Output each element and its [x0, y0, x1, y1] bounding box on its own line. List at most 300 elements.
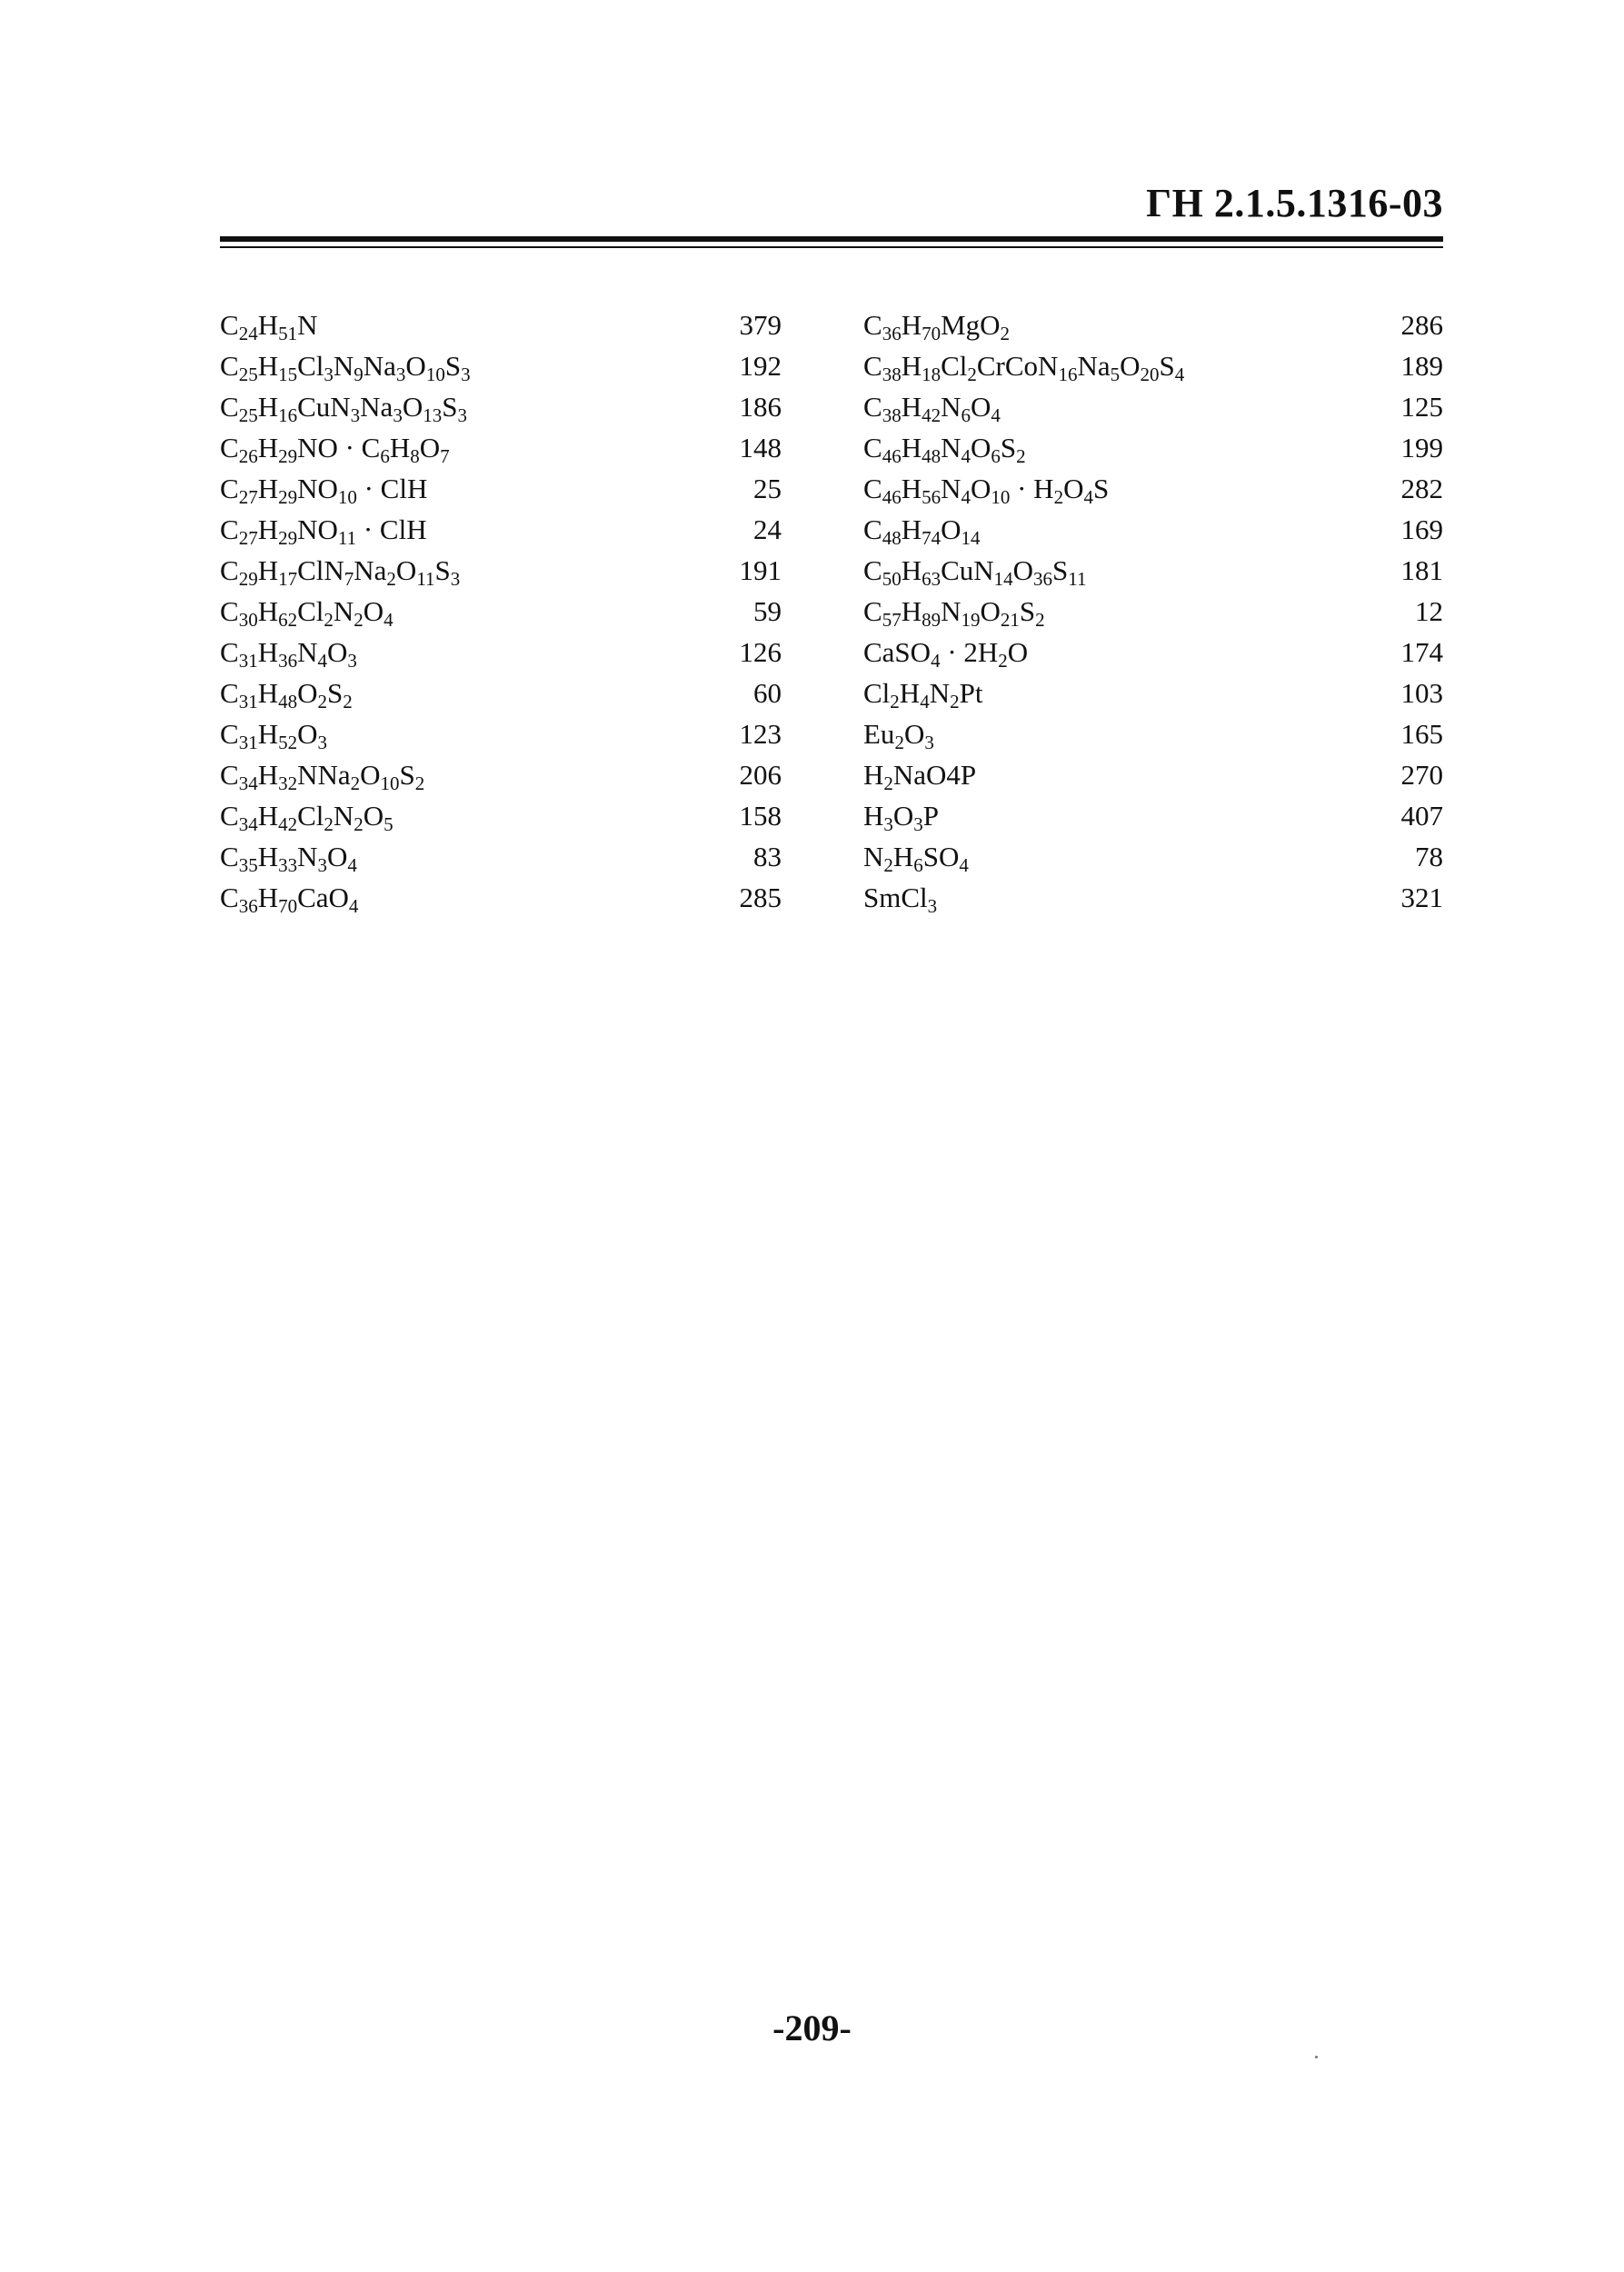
formula-text: N [941, 432, 961, 463]
chemical-formula [863, 345, 1184, 386]
formula-subscript: 11 [416, 568, 435, 590]
document-code: ГН 2.1.5.1316-03 [1146, 181, 1443, 225]
formula-subscript: 51 [278, 323, 298, 344]
formula-subscript: 2 [1053, 486, 1064, 508]
formula-subscript: 4 [348, 895, 359, 917]
formula-text: SO [922, 841, 960, 872]
formula-text: O [980, 595, 1001, 627]
formula-text: N [297, 636, 318, 668]
formula-subscript: 4 [384, 609, 394, 631]
formula-subscript: 26 [238, 445, 258, 467]
formula-subscript: 3 [350, 404, 361, 426]
formula-text: N [297, 309, 318, 341]
formula-subscript: 10 [425, 364, 445, 385]
formula-subscript: 4 [317, 650, 327, 672]
formula-text: H [257, 513, 279, 545]
formula-text: O [297, 677, 318, 709]
formula-subscript: 36 [1033, 568, 1053, 590]
page-reference: 286 [1400, 309, 1443, 341]
formula-text: NO [297, 513, 338, 545]
page-reference: 60 [753, 677, 782, 709]
formula-subscript: 7 [344, 568, 354, 590]
formula-text: Na [354, 554, 387, 586]
page-reference: 126 [739, 636, 782, 668]
formula-text: H [901, 554, 922, 586]
formula-subscript: 2 [1035, 609, 1045, 631]
formula-text: S [1159, 350, 1175, 382]
index-row [863, 550, 1443, 591]
formula-subscript: 70 [922, 323, 942, 344]
chemical-formula [220, 304, 317, 345]
formula-subscript: 42 [922, 404, 942, 426]
formula-text: S [399, 759, 415, 791]
index-row [220, 427, 782, 468]
formula-text: S [1019, 595, 1036, 627]
chemical-formula [863, 386, 1001, 427]
index-row [863, 345, 1443, 386]
index-row [863, 754, 1443, 795]
formula-subscript: 17 [278, 568, 298, 590]
formula-subscript: 20 [1140, 364, 1160, 385]
chemical-formula [220, 632, 357, 673]
page-reference: 191 [739, 554, 782, 586]
formula-text: CaO [297, 882, 349, 913]
formula-subscript: 3 [347, 650, 357, 672]
formula-text: C [220, 554, 239, 586]
chemical-formula [863, 509, 980, 550]
chemical-formula [863, 877, 937, 918]
formula-subscript: 3 [924, 732, 934, 753]
formula-text: H [257, 759, 279, 791]
formula-text: C [220, 473, 239, 504]
chemical-formula [220, 713, 327, 754]
formula-text: O [395, 554, 417, 586]
formula-subscript: 31 [238, 691, 258, 712]
chemical-formula [220, 754, 424, 795]
formula-index [220, 304, 1443, 941]
formula-subscript: 56 [922, 486, 942, 508]
left-column [220, 304, 782, 918]
chemical-formula [863, 550, 1087, 591]
formula-subscript: 7 [440, 445, 450, 467]
chemical-formula [220, 591, 394, 632]
formula-subscript: 21 [1000, 609, 1020, 631]
formula-text: H [389, 432, 411, 463]
index-row [220, 754, 782, 795]
formula-subscript: 2 [967, 364, 977, 385]
formula-subscript: 2 [1016, 445, 1026, 467]
formula-text: O [970, 432, 991, 463]
formula-text: N [333, 350, 354, 382]
page-reference: 206 [739, 759, 782, 791]
page-reference: 379 [739, 309, 782, 341]
formula-subscript: 74 [922, 527, 942, 549]
formula-subscript: 2 [883, 854, 893, 876]
chemical-formula [220, 795, 394, 836]
formula-subscript: 2 [890, 691, 900, 712]
formula-text: H [863, 759, 884, 791]
page-reference: 270 [1400, 759, 1443, 791]
formula-text: NO · C [297, 432, 381, 463]
formula-text: N [333, 595, 354, 627]
formula-text: H [257, 800, 279, 832]
formula-subscript: 4 [931, 650, 941, 672]
formula-subscript: 48 [882, 527, 902, 549]
chemical-formula [863, 713, 934, 754]
formula-text: N [333, 800, 354, 832]
formula-subscript: 10 [380, 772, 400, 794]
formula-text: S [326, 677, 344, 709]
formula-text: C [220, 677, 239, 709]
formula-text: Na [363, 350, 396, 382]
formula-text: N [941, 473, 961, 504]
index-row [863, 509, 1443, 550]
formula-subscript: 57 [882, 609, 902, 631]
formula-subscript: 46 [882, 486, 902, 508]
formula-subscript: 4 [347, 854, 357, 876]
formula-text: O [1120, 350, 1141, 382]
formula-text: O [970, 473, 991, 504]
formula-subscript: 2 [894, 732, 904, 753]
formula-subscript: 29 [238, 568, 258, 590]
formula-subscript: 6 [991, 445, 1001, 467]
index-row [220, 345, 782, 386]
formula-subscript: 2 [950, 691, 960, 712]
chemical-formula [220, 468, 427, 509]
formula-text: O [297, 718, 318, 750]
chemical-formula [863, 427, 1026, 468]
formula-subscript: 15 [278, 364, 298, 385]
formula-subscript: 2 [998, 650, 1008, 672]
index-row [863, 468, 1443, 509]
formula-text: H [257, 309, 279, 341]
formula-subscript: 29 [278, 445, 298, 467]
formula-text: C [220, 309, 239, 341]
page-reference: 125 [1400, 391, 1443, 423]
formula-text: H [901, 595, 922, 627]
index-row [863, 877, 1443, 918]
page-reference: 186 [739, 391, 782, 423]
formula-text: H [257, 882, 279, 913]
formula-text: P [922, 800, 940, 832]
formula-subscript: 16 [278, 404, 298, 426]
scan-speck [1315, 2056, 1318, 2058]
formula-text: O [360, 759, 381, 791]
formula-text: H [257, 350, 279, 382]
formula-subscript: 2 [350, 772, 361, 794]
index-row [220, 386, 782, 427]
formula-subscript: 31 [238, 650, 258, 672]
formula-subscript: 5 [384, 813, 394, 835]
formula-text: O [1012, 554, 1034, 586]
formula-subscript: 27 [238, 527, 258, 549]
formula-subscript: 2 [324, 609, 334, 631]
formula-text: C [863, 473, 882, 504]
formula-subscript: 3 [883, 813, 893, 835]
index-row [863, 836, 1443, 877]
index-row [220, 509, 782, 550]
formula-subscript: 11 [1068, 568, 1087, 590]
formula-text: CuN [297, 391, 351, 423]
page-reference: 407 [1400, 800, 1443, 832]
index-row [220, 795, 782, 836]
formula-text: C [220, 432, 239, 463]
formula-text: Na [1077, 350, 1111, 382]
formula-text: · ClH [356, 473, 428, 504]
formula-text: S [442, 391, 458, 423]
index-row [863, 427, 1443, 468]
formula-text: C [220, 882, 239, 913]
index-row [220, 550, 782, 591]
page-reference: 12 [1415, 595, 1443, 627]
formula-text: C [863, 554, 882, 586]
formula-subscript: 3 [450, 568, 461, 590]
formula-subscript: 36 [238, 895, 258, 917]
chemical-formula [863, 304, 1010, 345]
formula-subscript: 3 [393, 404, 403, 426]
index-row [220, 591, 782, 632]
formula-text: H [863, 800, 884, 832]
formula-text: C [863, 513, 882, 545]
formula-text: ClN [297, 554, 344, 586]
page-reference: 192 [739, 350, 782, 382]
page-reference: 199 [1400, 432, 1443, 463]
header-rule-thin [220, 246, 1443, 248]
formula-text: C [863, 391, 882, 423]
chemical-formula [220, 386, 467, 427]
formula-text: · 2H [940, 636, 999, 668]
right-column [863, 304, 1443, 918]
formula-subscript: 62 [278, 609, 298, 631]
formula-text: O [419, 432, 441, 463]
formula-text: Eu [863, 718, 895, 750]
chemical-formula [220, 509, 427, 550]
chemical-formula [220, 427, 450, 468]
formula-text: N [941, 391, 961, 423]
formula-subscript: 31 [238, 732, 258, 753]
index-row [863, 632, 1443, 673]
page-reference: 123 [739, 718, 782, 750]
formula-subscript: 2 [324, 813, 334, 835]
formula-text: S [1092, 473, 1110, 504]
chemical-formula [863, 795, 939, 836]
formula-text: O [402, 391, 423, 423]
formula-text: H [257, 473, 279, 504]
formula-subscript: 33 [278, 854, 298, 876]
formula-text: Cl [297, 800, 324, 832]
formula-text: H [257, 432, 279, 463]
formula-subscript: 2 [386, 568, 396, 590]
formula-text: O [970, 391, 991, 423]
formula-subscript: 29 [278, 486, 298, 508]
chemical-formula [863, 591, 1045, 632]
formula-subscript: 89 [922, 609, 942, 631]
formula-text: S [1000, 432, 1017, 463]
chemical-formula [220, 550, 460, 591]
formula-text: NO [297, 473, 338, 504]
formula-text: O [903, 718, 925, 750]
formula-subscript: 48 [278, 691, 298, 712]
formula-text: O [405, 350, 426, 382]
formula-text: Cl [941, 350, 968, 382]
chemical-formula [863, 632, 1028, 673]
index-row [863, 673, 1443, 713]
chemical-formula [220, 673, 353, 713]
page-reference: 83 [753, 841, 782, 872]
formula-subscript: 34 [238, 772, 258, 794]
formula-subscript: 14 [961, 527, 981, 549]
index-row [220, 713, 782, 754]
formula-subscript: 4 [920, 691, 930, 712]
formula-text: H [901, 432, 922, 463]
formula-subscript: 70 [278, 895, 298, 917]
chemical-formula [863, 673, 982, 713]
formula-text: Cl [297, 350, 324, 382]
index-row [220, 468, 782, 509]
formula-subscript: 3 [913, 813, 923, 835]
formula-subscript: 4 [961, 445, 971, 467]
formula-subscript: 29 [278, 527, 298, 549]
formula-text: O [941, 513, 961, 545]
formula-subscript: 13 [423, 404, 443, 426]
formula-subscript: 30 [238, 609, 258, 631]
formula-text: C [220, 718, 239, 750]
page-reference: 165 [1400, 718, 1443, 750]
chemical-formula [220, 877, 358, 918]
formula-subscript: 16 [1058, 364, 1078, 385]
index-row [863, 304, 1443, 345]
formula-text: C [220, 636, 239, 668]
formula-subscript: 25 [238, 364, 258, 385]
formula-text: O [326, 636, 348, 668]
formula-text: H [257, 718, 279, 750]
formula-text: H [257, 554, 279, 586]
formula-subscript: 2 [883, 772, 893, 794]
page-reference: 285 [739, 882, 782, 913]
index-row [220, 673, 782, 713]
formula-subscript: 4 [991, 404, 1001, 426]
formula-subscript: 48 [922, 445, 942, 467]
chemical-formula [863, 836, 969, 877]
formula-subscript: 19 [961, 609, 981, 631]
formula-text: H [257, 677, 279, 709]
formula-text: O [326, 841, 348, 872]
formula-text: H [899, 677, 921, 709]
index-row [220, 304, 782, 345]
formula-text: O [363, 800, 384, 832]
formula-subscript: 32 [278, 772, 298, 794]
formula-subscript: 3 [317, 732, 327, 753]
index-row [863, 795, 1443, 836]
formula-text: H [257, 636, 279, 668]
formula-subscript: 52 [278, 732, 298, 753]
formula-text: H [901, 473, 922, 504]
formula-subscript: 4 [1083, 486, 1093, 508]
formula-subscript: 4 [1174, 364, 1185, 385]
formula-text: O [1063, 473, 1084, 504]
formula-text: C [863, 595, 882, 627]
formula-subscript: 2 [343, 691, 353, 712]
formula-subscript: 63 [922, 568, 942, 590]
formula-text: N [297, 841, 318, 872]
page-reference: 181 [1400, 554, 1443, 586]
formula-subscript: 35 [238, 854, 258, 876]
page-reference: 174 [1400, 636, 1443, 668]
formula-subscript: 8 [410, 445, 420, 467]
formula-text: C [220, 759, 239, 791]
formula-text: Cl [863, 677, 891, 709]
chemical-formula [220, 345, 471, 386]
page-reference: 282 [1400, 473, 1443, 504]
formula-subscript: 2 [414, 772, 425, 794]
formula-subscript: 10 [337, 486, 357, 508]
index-row [220, 632, 782, 673]
formula-text: H [901, 513, 922, 545]
formula-text: C [220, 841, 239, 872]
formula-text: S [434, 554, 451, 586]
formula-text: H [901, 391, 922, 423]
page-reference: 25 [753, 473, 782, 504]
index-row [863, 386, 1443, 427]
chemical-formula [220, 836, 357, 877]
formula-subscript: 6 [961, 404, 971, 426]
formula-subscript: 9 [354, 364, 364, 385]
formula-text: · ClH [356, 513, 427, 545]
chemical-formula [863, 468, 1109, 509]
page-number: -209- [772, 2008, 852, 2048]
formula-text: Na [360, 391, 394, 423]
formula-text: H [257, 841, 279, 872]
formula-subscript: 2 [1000, 323, 1011, 344]
formula-subscript: 36 [882, 323, 902, 344]
formula-subscript: 42 [278, 813, 298, 835]
formula-text: C [220, 513, 239, 545]
formula-text: N [929, 677, 951, 709]
formula-text: S [1052, 554, 1069, 586]
formula-text: · H [1010, 473, 1054, 504]
header-rule-thick [220, 236, 1443, 242]
formula-subscript: 11 [337, 527, 357, 549]
formula-text: C [863, 350, 882, 382]
formula-text: C [220, 800, 239, 832]
formula-text: H [257, 595, 279, 627]
formula-subscript: 3 [927, 895, 938, 917]
formula-subscript: 4 [961, 486, 971, 508]
formula-subscript: 2 [354, 609, 364, 631]
formula-subscript: 4 [959, 854, 969, 876]
formula-text: CrCoN [976, 350, 1059, 382]
formula-text: N [941, 595, 961, 627]
formula-text: S [444, 350, 462, 382]
page-reference: 158 [739, 800, 782, 832]
page-reference: 78 [1415, 841, 1443, 872]
formula-text: C [220, 391, 239, 423]
formula-text: O [363, 595, 384, 627]
formula-text: SmCl [863, 882, 928, 913]
formula-text: C [863, 432, 882, 463]
formula-subscript: 2 [317, 691, 327, 712]
formula-subscript: 27 [238, 486, 258, 508]
formula-text: N [863, 841, 884, 872]
page-reference: 189 [1400, 350, 1443, 382]
formula-subscript: 46 [882, 445, 902, 467]
formula-text: C [220, 350, 239, 382]
page-reference: 321 [1400, 882, 1443, 913]
formula-text: H [257, 391, 279, 423]
formula-text: MgO [941, 309, 1001, 341]
index-row [863, 591, 1443, 632]
formula-subscript: 3 [317, 854, 327, 876]
